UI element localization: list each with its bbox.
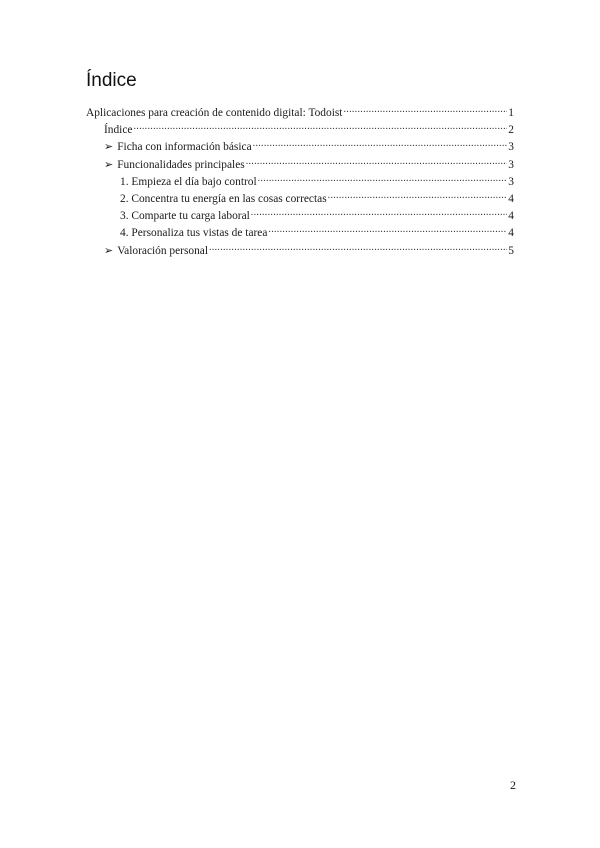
toc-page-number: 5 (508, 244, 514, 257)
dot-leader (246, 156, 508, 168)
arrow-bullet-icon: ➢ (104, 141, 114, 154)
toc-entry-text: Funcionalidades principales (117, 158, 245, 171)
dot-leader (328, 190, 508, 202)
toc-entry[interactable] (86, 138, 514, 155)
toc-page-number: 2 (508, 124, 514, 137)
toc-entry[interactable] (86, 104, 514, 121)
toc-entry-text: 4. Personaliza tus vistas de tarea (120, 227, 268, 240)
toc-entry-text: 1. Empieza el día bajo control (120, 175, 257, 188)
toc-entry-text: 2. Concentra tu energía en las cosas correctas (120, 192, 327, 205)
toc-entry[interactable] (86, 173, 514, 190)
toc-entry[interactable] (86, 121, 514, 138)
toc-entry-text: Índice (104, 124, 133, 137)
toc-entry[interactable] (86, 190, 514, 207)
toc-page-number: 4 (508, 227, 514, 240)
toc-page-number: 3 (508, 141, 514, 154)
toc-entry-text: 3. Comparte tu carga laboral (120, 210, 250, 223)
dot-leader (209, 242, 507, 254)
dot-leader (343, 104, 507, 116)
toc-entry[interactable] (86, 224, 514, 241)
footer-page-number: 2 (510, 778, 516, 792)
toc-entry-text: Aplicaciones para creación de contenido digital: Todoist (86, 107, 343, 119)
toc-entry[interactable] (86, 207, 514, 224)
dot-leader (133, 121, 507, 133)
page-title: Índice (86, 70, 137, 91)
toc-entry[interactable] (86, 242, 514, 259)
toc-page-number: 4 (508, 192, 514, 205)
arrow-bullet-icon: ➢ (104, 158, 114, 171)
toc-page-number: 3 (508, 158, 514, 171)
dot-leader (253, 138, 508, 150)
toc-entry-text: Ficha con información básica (117, 141, 252, 154)
table-of-contents (86, 104, 514, 259)
toc-entry[interactable] (86, 156, 514, 173)
dot-leader (251, 207, 508, 219)
toc-page-number: 3 (508, 175, 514, 188)
toc-page-number: 4 (508, 210, 514, 223)
arrow-bullet-icon: ➢ (104, 244, 114, 257)
toc-page-number: 1 (508, 107, 514, 119)
dot-leader (258, 173, 508, 185)
toc-entry-text: Valoración personal (117, 244, 208, 257)
dot-leader (268, 224, 507, 236)
